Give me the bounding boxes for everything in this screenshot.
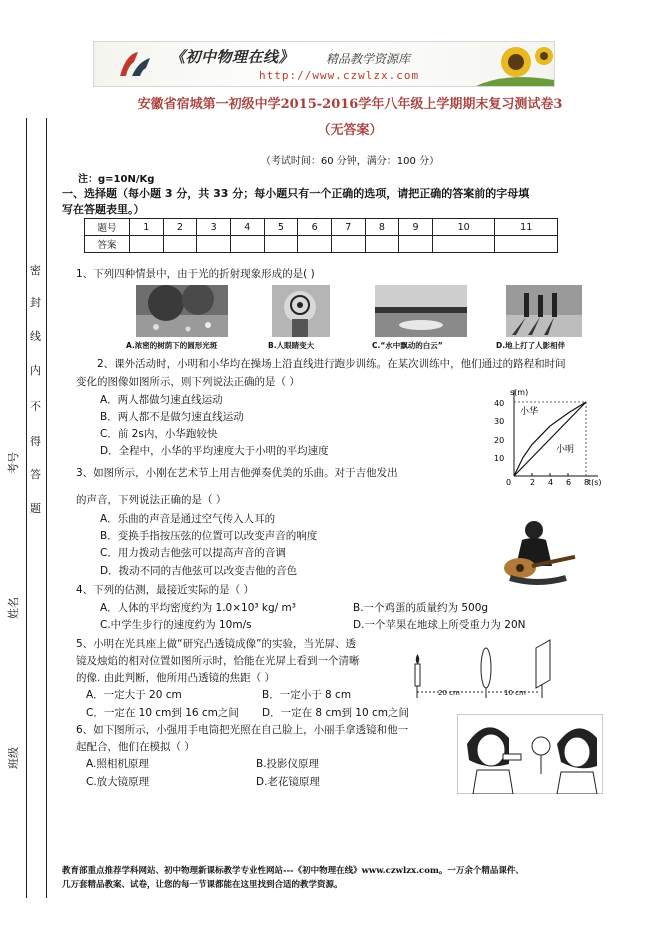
seal-char: 密 xyxy=(30,264,41,277)
answer-cell[interactable] xyxy=(331,236,365,253)
option: B.投影仪原理 xyxy=(256,758,320,770)
footer-line: 几万套精品教案、试卷，让您的每一节课都能在这里找到合适的教学资源。 xyxy=(62,880,343,890)
series-label-xiaohua: 小华 xyxy=(520,407,539,417)
banner-subtitle: 精品教学资源库 xyxy=(326,52,411,66)
answer-cell[interactable] xyxy=(130,236,164,253)
question-number: 5 xyxy=(264,219,298,236)
photo-lake-clouds xyxy=(375,285,467,337)
y-tick-label: 10 xyxy=(494,454,505,463)
question-number: 8 xyxy=(365,219,399,236)
option: C.中学生步行的速度约为 10m/s xyxy=(100,619,252,631)
option: C.放大镜原理 xyxy=(86,776,150,788)
question-3: 3、如图所示，小刚在艺术节上用吉他弹奏优美的乐曲。对于吉他发出 xyxy=(76,467,398,479)
option: A．人体的平均密度约为 1.0×10³ kg/ m³ xyxy=(100,602,296,614)
class-label: 班级 xyxy=(7,747,20,769)
question-number: 1 xyxy=(130,219,164,236)
question-number: 2 xyxy=(163,219,197,236)
lens-icon xyxy=(481,648,491,688)
table-header: 题号 xyxy=(85,219,130,236)
option: B．变换手指按压弦的位置可以改变声音的响度 xyxy=(100,530,318,542)
photo-guitar-player xyxy=(492,516,582,586)
distance-time-chart xyxy=(484,386,604,486)
optical-bench-diagram xyxy=(400,636,566,708)
photo-magnifier-eye xyxy=(272,285,330,337)
seal-char: 内 xyxy=(30,364,41,377)
option: D．全程中，小华的平均速度大于小明的平均速度 xyxy=(100,445,329,457)
option: A．一定大于 20 cm xyxy=(86,689,182,701)
seal-char: 题 xyxy=(30,502,41,515)
answer-cell[interactable] xyxy=(365,236,399,253)
footer xyxy=(62,864,647,892)
screen-icon xyxy=(536,640,550,688)
question-number: 7 xyxy=(331,219,365,236)
question-number: 11 xyxy=(495,219,558,236)
option-caption: C.“水中飘动的白云” xyxy=(372,341,443,350)
name-label: 姓名 xyxy=(7,597,20,619)
y-tick-label: 30 xyxy=(494,417,505,426)
candle-icon xyxy=(415,664,420,686)
question-5-cont: 的像. 由此判断，他所用凸透镜的焦距（ ） xyxy=(76,672,276,684)
x-tick-label: 2 xyxy=(530,478,536,486)
question-6: 6、如下图所示，小强用手电筒把光照在自己脸上，小丽手拿透镜和他一 xyxy=(76,724,409,736)
option-caption: A.浓密的树荫下的圆形光斑 xyxy=(126,341,218,350)
document-title: 安徽省宿城第一初级中学2015-2016学年八年级上学期期末复习测试卷3 xyxy=(137,97,563,112)
question-number: 6 xyxy=(298,219,332,236)
question-number: 10 xyxy=(432,219,495,236)
question-number: 4 xyxy=(230,219,264,236)
question-5-cont: 镜及烛焰的相对位置如图所示时，恰能在光屏上看到一个清晰 xyxy=(76,655,360,667)
y-tick-label: 40 xyxy=(494,399,505,408)
option: A．两人都做匀速直线运动 xyxy=(100,394,223,406)
answer-cell[interactable] xyxy=(264,236,298,253)
option: D.一个苹果在地球上所受重力为 20N xyxy=(353,619,526,631)
header-banner xyxy=(93,41,555,87)
origin-label: 0 xyxy=(506,478,512,486)
flame-icon xyxy=(416,654,420,664)
seal-char: 得 xyxy=(30,435,41,448)
seal-char: 不 xyxy=(30,400,41,413)
site-logo xyxy=(116,48,156,80)
option: D.老花镜原理 xyxy=(256,776,320,788)
distance-label: 20 cm xyxy=(438,689,460,697)
option: B．两人都不是做匀速直线运动 xyxy=(100,411,244,423)
option: C．用力拨动吉他弦可以提高声音的音调 xyxy=(100,547,286,559)
seal-char: 答 xyxy=(30,468,41,481)
section-heading: 一、选择题（每小题 3 分，共 33 分；每小题只有一个正确的选项，请把正确的答案前的字母填 xyxy=(62,187,530,200)
binding-line-inner xyxy=(46,118,47,898)
answer-cell[interactable] xyxy=(230,236,264,253)
answer-cell[interactable] xyxy=(399,236,433,253)
question-number: 3 xyxy=(197,219,231,236)
option: B.一个鸡蛋的质量约为 500g xyxy=(353,602,489,614)
question-number: 9 xyxy=(399,219,433,236)
option: C．前 2s内，小华跑较快 xyxy=(100,428,218,440)
table-row-answers xyxy=(85,236,558,253)
document-subtitle: （无答案） xyxy=(317,123,383,138)
sunflower-icon xyxy=(476,42,554,86)
option: C．一定在 10 cm到 16 cm之间 xyxy=(86,707,239,719)
answer-table xyxy=(84,218,558,253)
exam-info: （考试时间：60 分钟，满分：100 分） xyxy=(260,156,440,167)
question-1: 1、下列四种情景中，由于光的折射现象形成的是( ) xyxy=(76,268,315,280)
question-5: 5、小明在光具座上做“研究凸透镜成像”的实验，当光屏、透 xyxy=(76,638,357,650)
gravity-note: 注：g=10N/Kg xyxy=(78,174,155,185)
option: D．一定在 8 cm到 10 cm之间 xyxy=(262,707,409,719)
option: D．拨动不同的吉他弦可以改变吉他的音色 xyxy=(100,565,298,577)
question-2-cont: 变化的图像如图所示，则下列说法正确的是（ ） xyxy=(76,376,300,388)
banner-url[interactable]: http://www.czwlzx.com xyxy=(259,69,420,82)
x-axis-label: t(s) xyxy=(588,478,602,486)
binding-line-outer xyxy=(26,118,27,898)
illustration-students-lens xyxy=(457,714,603,794)
question-4: 4、下列的估测，最接近实际的是（ ） xyxy=(76,584,255,596)
photo-shadows xyxy=(506,285,582,337)
banner-title: 《初中物理在线》 xyxy=(170,48,295,66)
option-caption: B.人眼睛变大 xyxy=(268,341,315,350)
seal-char: 封 xyxy=(30,296,41,309)
option-caption: D.地上打了人影相伴 xyxy=(496,341,566,350)
answer-cell[interactable] xyxy=(495,236,558,253)
x-tick-label: 4 xyxy=(548,478,554,486)
answer-cell[interactable] xyxy=(432,236,495,253)
series-label-xiaoming: 小明 xyxy=(556,445,575,455)
lens-icon xyxy=(532,737,550,755)
answer-cell[interactable] xyxy=(298,236,332,253)
x-tick-label: 8 xyxy=(584,478,590,486)
photo-tree-shade xyxy=(136,285,228,337)
exam-number-label: 考号 xyxy=(7,452,20,474)
y-axis-label: s(m) xyxy=(510,388,529,397)
table-header: 答案 xyxy=(85,236,130,253)
option: B．一定小于 8 cm xyxy=(262,689,352,701)
question-2: 2、课外活动时，小明和小华均在操场上沿直线进行跑步训练。在某次训练中，他们通过的路程和时间 xyxy=(97,358,566,370)
option: A．乐曲的声音是通过空气传入人耳的 xyxy=(100,513,276,525)
footer-line: 教育部重点推荐学科网站、初中物理新课标教学专业性网站---《初中物理在线》www.czwlzx.com。一万余个精品课件、 xyxy=(62,866,524,876)
question-3-cont: 的声音，下列说法正确的是（ ） xyxy=(76,494,227,506)
question-6-cont: 起配合，他们在模拟（ ） xyxy=(76,741,195,753)
answer-cell[interactable] xyxy=(197,236,231,253)
distance-label: 10 cm xyxy=(504,689,526,697)
section-heading-cont: 写在答题表里。） xyxy=(62,203,145,216)
answer-cell[interactable] xyxy=(163,236,197,253)
table-row-numbers xyxy=(85,219,558,236)
flashlight-icon xyxy=(503,754,521,760)
option: A.照相机原理 xyxy=(86,758,149,770)
y-tick-label: 20 xyxy=(494,436,505,445)
x-tick-label: 6 xyxy=(566,478,572,486)
seal-char: 线 xyxy=(30,330,41,343)
